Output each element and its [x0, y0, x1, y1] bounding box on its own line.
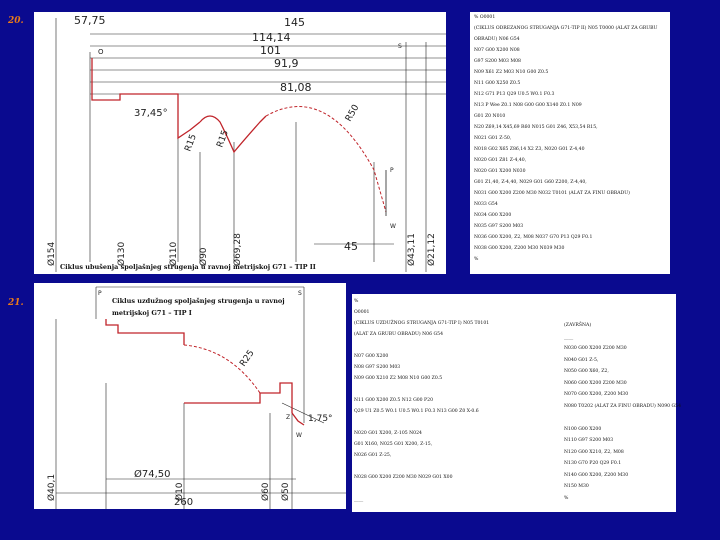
code-top-line: G01 Z0 N010 — [474, 114, 506, 119]
code-top-line: % — [474, 257, 479, 262]
code-top-line: N034 G00 X200 — [474, 213, 512, 218]
dim-r15b: R15 — [215, 128, 231, 150]
dim-r15a: R15 — [183, 132, 199, 154]
code-bottom-col2-line: N080 T0202 (ALAT ZA FINU OBRADU) N090 G54 — [564, 403, 682, 409]
part-profile-drawing-top — [34, 12, 446, 274]
slide-number-21: 21. — [8, 298, 24, 308]
code-bottom-col2-line: N110 G97 S200 M03 — [564, 438, 614, 443]
cnc-program-bottom — [352, 294, 682, 512]
dim-dia-50: Ø50 — [281, 482, 291, 501]
technical-drawing-bottom — [34, 283, 346, 509]
code-bottom-col1-line: G01 X160, N025 G01 X200, Z-15, — [354, 442, 433, 447]
code-bottom-col2-line: N100 G00 X200 — [564, 426, 602, 432]
code-bottom-col1-line: % — [354, 299, 359, 304]
slide-number-20: 20. — [8, 16, 24, 26]
code-bottom-col2-line: N040 G01 Z-5, — [564, 357, 599, 363]
dim-74-50: Ø74,50 — [134, 469, 171, 480]
dim-dia-110: Ø110 — [169, 241, 179, 266]
code-top-line: N036 G00 X200, Z2, M08 N037 G70 P13 Q29 F0.1 — [474, 235, 593, 240]
dim-260: 260 — [174, 497, 194, 508]
code-top-line: N031 G00 X200 Z200 M30 N032 T0101 (ALAT ZA FINU OBRADU) — [474, 191, 630, 196]
dim-r25: R25 — [238, 348, 257, 369]
code-bottom-col1-line: N026 G01 Z-25, — [354, 453, 392, 458]
dim-dia-130: Ø130 — [117, 241, 127, 266]
code-top-line: G01 Z1,40, Z-4,40, N029 G01 G60 Z200, Z-4,40, — [474, 180, 587, 185]
code-top-line: N033 G54 — [474, 202, 498, 207]
code-bottom-col2-line: N120 G00 X210, Z2, M08 — [564, 449, 624, 455]
dim-dia-69-28: Ø69,28 — [233, 233, 243, 266]
dim-45: 45 — [344, 240, 358, 253]
dim-r50: R50 — [343, 103, 362, 124]
code-bottom-col2-line: ____ — [564, 334, 574, 340]
dim-dia-10: Ø10 — [175, 482, 185, 501]
code-bottom-col1-line: N11 G00 X200 Z0.5 N12 G00 P20 — [354, 398, 433, 403]
code-top-line: N07 G00 X200 N08 — [474, 48, 520, 53]
dim-57-75: 57,75 — [74, 14, 106, 27]
code-top-line: N12 G71 P13 Q29 U0.5 W0.1 F0.3 — [474, 92, 555, 97]
code-top-line: N020 G01 X200 N030 — [474, 169, 526, 174]
label-o: O — [98, 48, 104, 56]
dim-101: 101 — [260, 44, 281, 57]
code-bottom-col1-line: (ALAT ZA GRUBU OBRADU) N06 G54 — [354, 332, 443, 337]
code-top-line: N035 G97 S200 M03 — [474, 224, 524, 229]
label-z-bottom: Z — [286, 414, 291, 421]
label-w: W — [390, 223, 396, 230]
code-bottom-col2-line: N140 G00 X200, Z200 M30 — [564, 472, 629, 478]
code-bottom-col1-line: N028 G00 X200 Z200 M30 N029 G01 X00 — [354, 475, 453, 480]
cnc-program-top — [470, 12, 670, 274]
code-top-line: OBRADU) N06 G54 — [474, 37, 520, 42]
dim-114-14: 114,14 — [252, 31, 291, 44]
code-top-line: (CIKLUS ODREZANOG STRUGANJA G71-TIP II) N05 T0000 (ALAT ZA GRUBU — [474, 26, 658, 31]
dim-81-08: 81,08 — [280, 81, 312, 94]
dim-dia-21-12: Ø21,12 — [427, 233, 437, 266]
dim-dia-60: Ø60 — [261, 482, 271, 501]
code-bottom-col2-line: N070 G00 X200, Z200 M30 — [564, 392, 629, 397]
code-bottom-col2-line: N130 G70 P20 Q29 F0.1 — [564, 461, 622, 466]
code-bottom-col1-line: N08 G97 S200 M03 — [354, 365, 401, 370]
caption-bottom-line2: metrijskoj G71 – TIP I — [112, 309, 192, 317]
code-bottom-col1-line: (CIKLUS UZDUŽNOG STRUGANJA G71-TIP I) N05 T0101 — [354, 321, 490, 326]
code-bottom-col2-line: N060 G00 X200 Z200 M30 — [564, 380, 627, 386]
code-bottom-col1-line: ____ — [354, 497, 364, 502]
code-bottom-col1-line: N07 G00 X200 — [354, 354, 389, 359]
code-bottom-col2-line: % — [564, 495, 569, 501]
code-top-line: N020 G01 Z81 Z-4,40, — [474, 158, 527, 163]
label-s: S — [398, 43, 402, 50]
caption-top: Ciklus ubušenja spoljašnjeg strugenja u ravnoj metrijskoj G71 – TIP II — [60, 263, 316, 271]
code-bottom-col1-line: N020 G01 X200, Z-105 N024 — [354, 431, 422, 436]
code-bottom-col1-line: Q29 U1 Z0.5 W0.1 U0.5 W0.1 F0.3 N13 G00 Z0 X-0.6 — [354, 409, 479, 414]
code-bottom-col2-line: N050 G00 X60, Z2, — [564, 369, 609, 374]
code-bottom-col2-line: (ZAVRŠNA) — [564, 323, 592, 328]
code-top-line: N13 P Wee Z0.1 N08 G00 G00 X140 Z0.1 N09 — [474, 103, 582, 108]
code-bottom-col2-line: N030 G00 X200 Z200 M30 — [564, 346, 627, 351]
label-w-bottom: W — [296, 432, 302, 439]
code-top-line: N09 X61 Z2 M03 N10 G00 Z0.5 — [474, 70, 549, 75]
caption-bottom-line1: Ciklus uzdužnog spoljašnjeg strugenja u ravnoj — [112, 297, 285, 305]
code-top-line: N038 G00 X200, Z200 M30 N039 M30 — [474, 246, 565, 251]
code-top-line: N11 G00 X250 Z0.5 — [474, 81, 521, 86]
code-bottom-col2-line: N150 M30 — [564, 484, 589, 489]
code-top-line: N018 G02 X65 Z86,14 X2 Z3, N020 G01 Z-4,40 — [474, 147, 585, 152]
dim-dia-40-1: Ø40,1 — [47, 473, 57, 501]
code-bottom-col1-line: O0001 — [354, 310, 370, 315]
code-top-line: N20 Z69,14 X45,69 R60 N015 G01 Z46, X53,54 R15, — [474, 125, 598, 130]
dim-angle-bottom: 1,75° — [308, 414, 333, 424]
dim-dia-154: Ø154 — [47, 241, 57, 266]
technical-drawing-top — [34, 12, 446, 274]
label-s-bottom: S — [298, 290, 302, 297]
dim-145: 145 — [284, 16, 305, 29]
code-top-line: G97 S200 M03 M08 — [474, 59, 521, 64]
code-bottom-col1-line: N09 G00 X210 Z2 M08 N10 G00 Z0.5 — [354, 376, 443, 381]
dim-dia-90: Ø90 — [199, 247, 209, 266]
code-top-line: % O0001 — [474, 15, 496, 20]
label-p-bottom: P — [98, 290, 102, 297]
dim-91-9: 91,9 — [274, 57, 299, 70]
code-top-line: N021 G01 Z-50, — [474, 136, 512, 141]
label-p: P — [390, 167, 394, 174]
dim-angle: 37,45° — [134, 108, 168, 119]
dim-dia-43-11: Ø43,11 — [407, 233, 417, 266]
